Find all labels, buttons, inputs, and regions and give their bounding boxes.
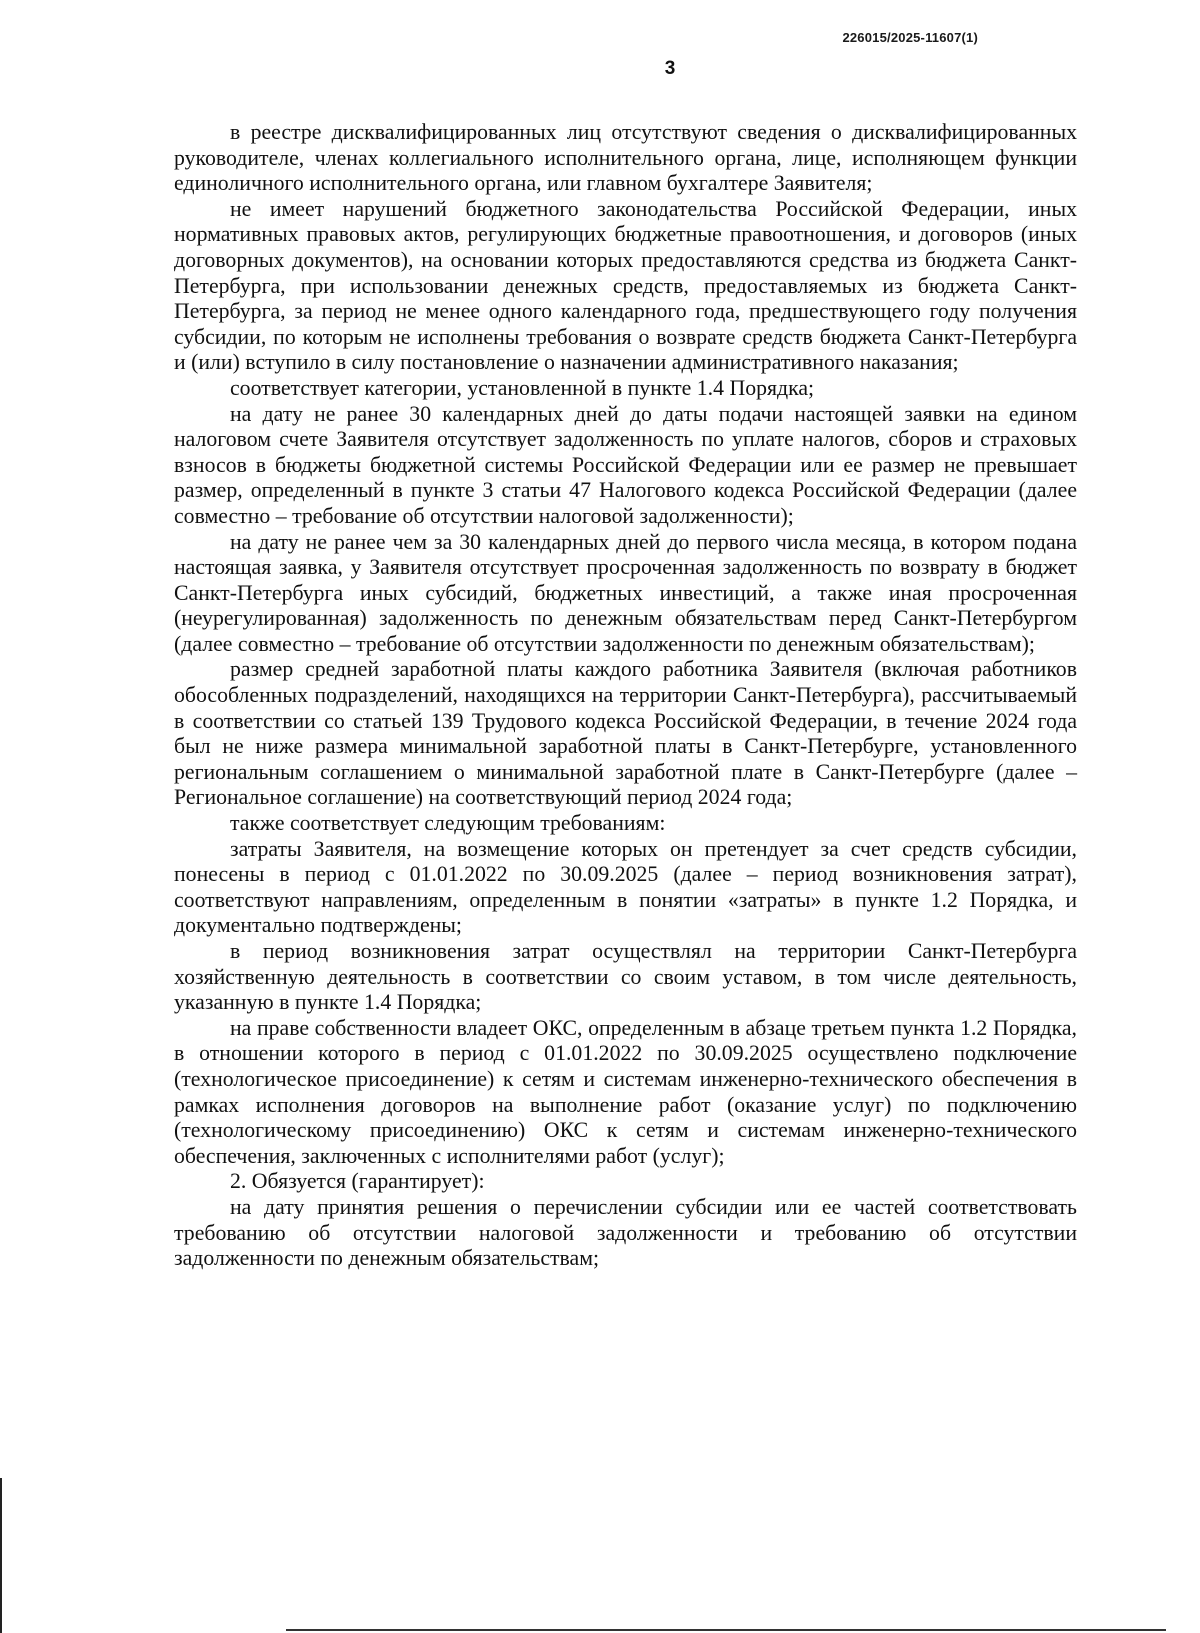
paragraph-category: соответствует категории, установленной в пункте 1.4 Порядка; [230, 375, 815, 400]
paragraph-compliance-on-decision: на дату принятия решения о перечислении субсидии или ее частей соответствовать требованию об отсутствии налоговой задолженности и требованию об отсутствии задолженности по денежным обязательствам; [174, 1194, 1077, 1271]
paragraph-property-ownership: на праве собственности владеет ОКС, определенным в абзаце третьем пункта 1.2 Порядка, в отношении которого в период с 01.01.2022 по 30.09.2025 осуществлено подключение (технологическое присоединение) к сетям и системам инженерно-технического обеспечения в рамках исполнения договоров на выполнение работ (оказание услуг) по подключению (технологическому присоединению) ОКС к сетям и системам инженерно-технического обеспечения, заключенных с исполнителями работ (услуг); [174, 1015, 1077, 1168]
page-number: 3 [664, 58, 676, 79]
paragraph-obligations-heading: 2. Обязуется (гарантирует): [230, 1169, 485, 1194]
paragraph-disqualified-registry: в реестре дисквалифицированных лиц отсутствуют сведения о дисквалифицированных руководителе, членах коллегиального исполнительного органа, лице, исполняющем функции единоличного исполнительного органа, или главном бухгалтере Заявителя; [174, 120, 1077, 196]
document-id: 226015/2025-11607(1) [842, 30, 978, 45]
paragraph-average-salary: размер средней заработной платы каждого работника Заявителя (включая работников обособленных подразделений, находящихся на территории Санкт-Петербурга), рассчитываемый в соответствии со статьей 139 Трудового кодекса Российской Федерации, в течение 2024 года был не ниже размера минимальной заработной платы в Санкт-Петербурге, установленного региональным соглашением о минимальной заработной плате в Санкт-Петербурге (далее – Региональное соглашение) на соответствующий период 2024 года; [174, 657, 1077, 810]
paragraph-economic-activity: в период возникновения затрат осуществлял на территории Санкт-Петербурга хозяйственную деятельность в соответствии со своим уставом, в том числе деятельность, указанную в пункте 1.4 Порядка; [174, 939, 1077, 1015]
paragraph-budget-violations: не имеет нарушений бюджетного законодательства Российской Федерации, иных нормативных правовых актов, регулирующих бюджетные правоотношения, и договоров (иных договорных документов), на основании которых предоставляются средства из бюджета Санкт-Петербурга, при использовании денежных средств, предоставляемых из бюджета Санкт-Петербурга, за период не менее одного календарного года, предшествующего году получения субсидии, по которым не исполнены требования о возврате средств бюджета Санкт-Петербурга и (или) вступило в силу постановление о назначении административного наказания; [174, 196, 1077, 375]
document-body [174, 120, 1077, 1272]
scan-edge-bottom [286, 1629, 1166, 1631]
paragraph-tax-debt: на дату не ранее 30 календарных дней до даты подачи настоящей заявки на едином налоговом счете Заявителя отсутствует задолженность по уплате налогов, сборов и страховых взносов в бюджеты бюджетной системы Российской Федерации или ее размер не превышает размер, определенный в пункте 3 статьи 47 Налогового кодекса Российской Федерации (далее совместно – требование об отсутствии налоговой задолженности); [174, 401, 1077, 528]
paragraph-monetary-obligations: на дату не ранее чем за 30 календарных дней до первого числа месяца, в котором подана настоящая заявка, у Заявителя отсутствует просроченная задолженность по возврату в бюджет Санкт-Петербурга иных субсидий, бюджетных инвестиций, а также иная просроченная (неурегулированная) задолженность по денежным обязательствам перед Санкт-Петербургом (далее совместно – требование об отсутствии задолженности по денежным обязательствам); [174, 529, 1077, 656]
scan-edge-left [0, 1478, 2, 1633]
paragraph-expenses: затраты Заявителя, на возмещение которых он претендует за счет средств субсидии, понесены в период с 01.01.2022 по 30.09.2025 (далее – период возникновения затрат), соответствуют направлениям, определенным в понятии «затраты» в пункте 1.2 Порядка, и документально подтверждены; [174, 836, 1077, 938]
paragraph-also-requirements: также соответствует следующим требованиям: [230, 811, 666, 836]
